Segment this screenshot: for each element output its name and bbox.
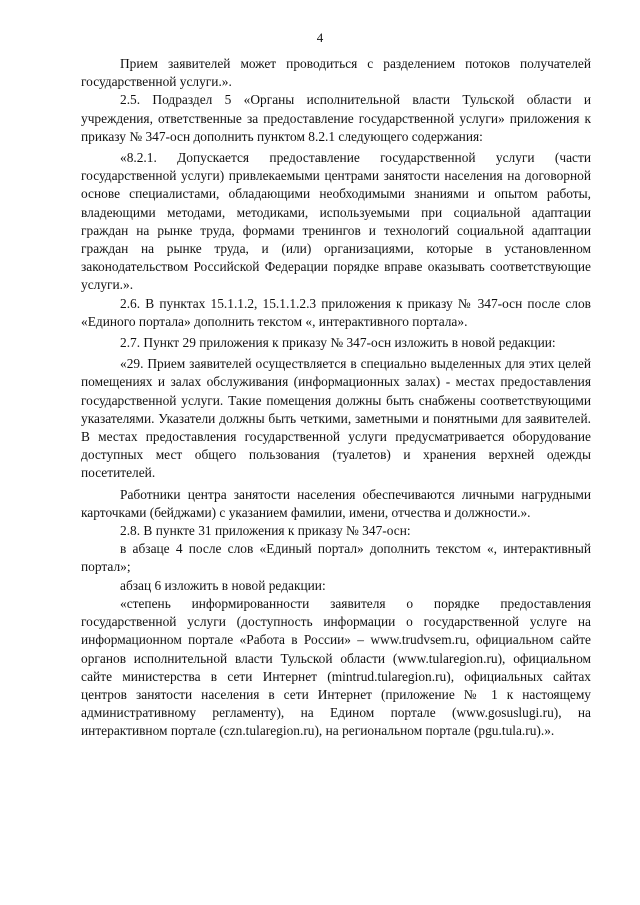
paragraph-29-quote: «29. Прием заявителей осуществляется в специально выделенных для этих целей помещениях и залах обслуживания (информационных залах) - местах предоставления государственной услуги. Такие помещения должны быть снабжены соответствующими указателями. Указатели должны быть четкими, заметными и понятными для заявителей. В местах предоставления государственной услуги предусматривается оборудование доступных мест общего пользования (туалетов) и хранения верхней одежды посетителей. — [81, 356, 591, 481]
paragraph-informedness-quote: «степень информированности заявителя о порядке предоставления государственной услуги (доступность информации о государственной услуге на информационном портале «Работа в России» – www.trudvsem.ru, официальном сайте органов исполнительной власти Тульской области (www.tularegion.ru), официальном сайте министерства в сети Интернет (mintrud.tularegion.ru), официальных сайтах центров занятости населения в сети Интернет (приложение № 1 к настоящему административному регламенту), на Едином портале (www.gosuslugi.ru), на интерактивном портале (czn.tularegion.ru), на региональном портале (pgu.tula.ru).». — [81, 595, 591, 739]
paragraph-2-8: 2.8. В пункте 31 приложения к приказу № 347-осн: — [120, 523, 411, 539]
page-number: 4 — [316, 30, 324, 45]
paragraph-8-2-1-quote: «8.2.1. Допускается предоставление государственной услуги (части государственной услуги) привлекаемыми центрами занятости населения на договорной основе специалистами, обладающими необходимыми знаниями и опытом работы, владеющими методами, методиками, используемыми при социальной адаптации граждан на рынке труда, формами тренингов и технологий социальной адаптации граждан на рынке труда, и (или) организациями, которые в установленном законодательством Российской Федерации порядке вправе оказывать соответствующие услуги.». — [81, 150, 591, 293]
paragraph-intake-flows: Прием заявителей может проводиться с разделением потоков получателей государственной услуги.». — [81, 56, 591, 90]
paragraph-2-7: 2.7. Пункт 29 приложения к приказу № 347-осн изложить в новой редакции: — [120, 335, 556, 351]
body-text — [81, 55, 591, 741]
paragraph-2-5: 2.5. Подраздел 5 «Органы исполнительной власти Тульской области и учреждения, ответственные за предоставление государственной услуги» приложения к приказу № 347-осн дополнить пунктом 8.2.1 следующего содержания: — [81, 92, 591, 144]
paragraph-2-6: 2.6. В пунктах 15.1.1.2, 15.1.1.2.3 приложения к приказу № 347-осн после слов «Единого портала» дополнить текстом «, интерактивного портала». — [81, 295, 591, 329]
paragraph-abzac-6: абзац 6 изложить в новой редакции: — [120, 577, 326, 593]
paragraph-staff-badges: Работники центра занятости населения обеспечиваются личными нагрудными карточками (бейджами) с указанием фамилии, имени, отчества и должности.». — [81, 486, 591, 520]
paragraph-abzac-4: в абзаце 4 после слов «Единый портал» дополнить текстом «, интерактивный портал»; — [81, 541, 591, 575]
